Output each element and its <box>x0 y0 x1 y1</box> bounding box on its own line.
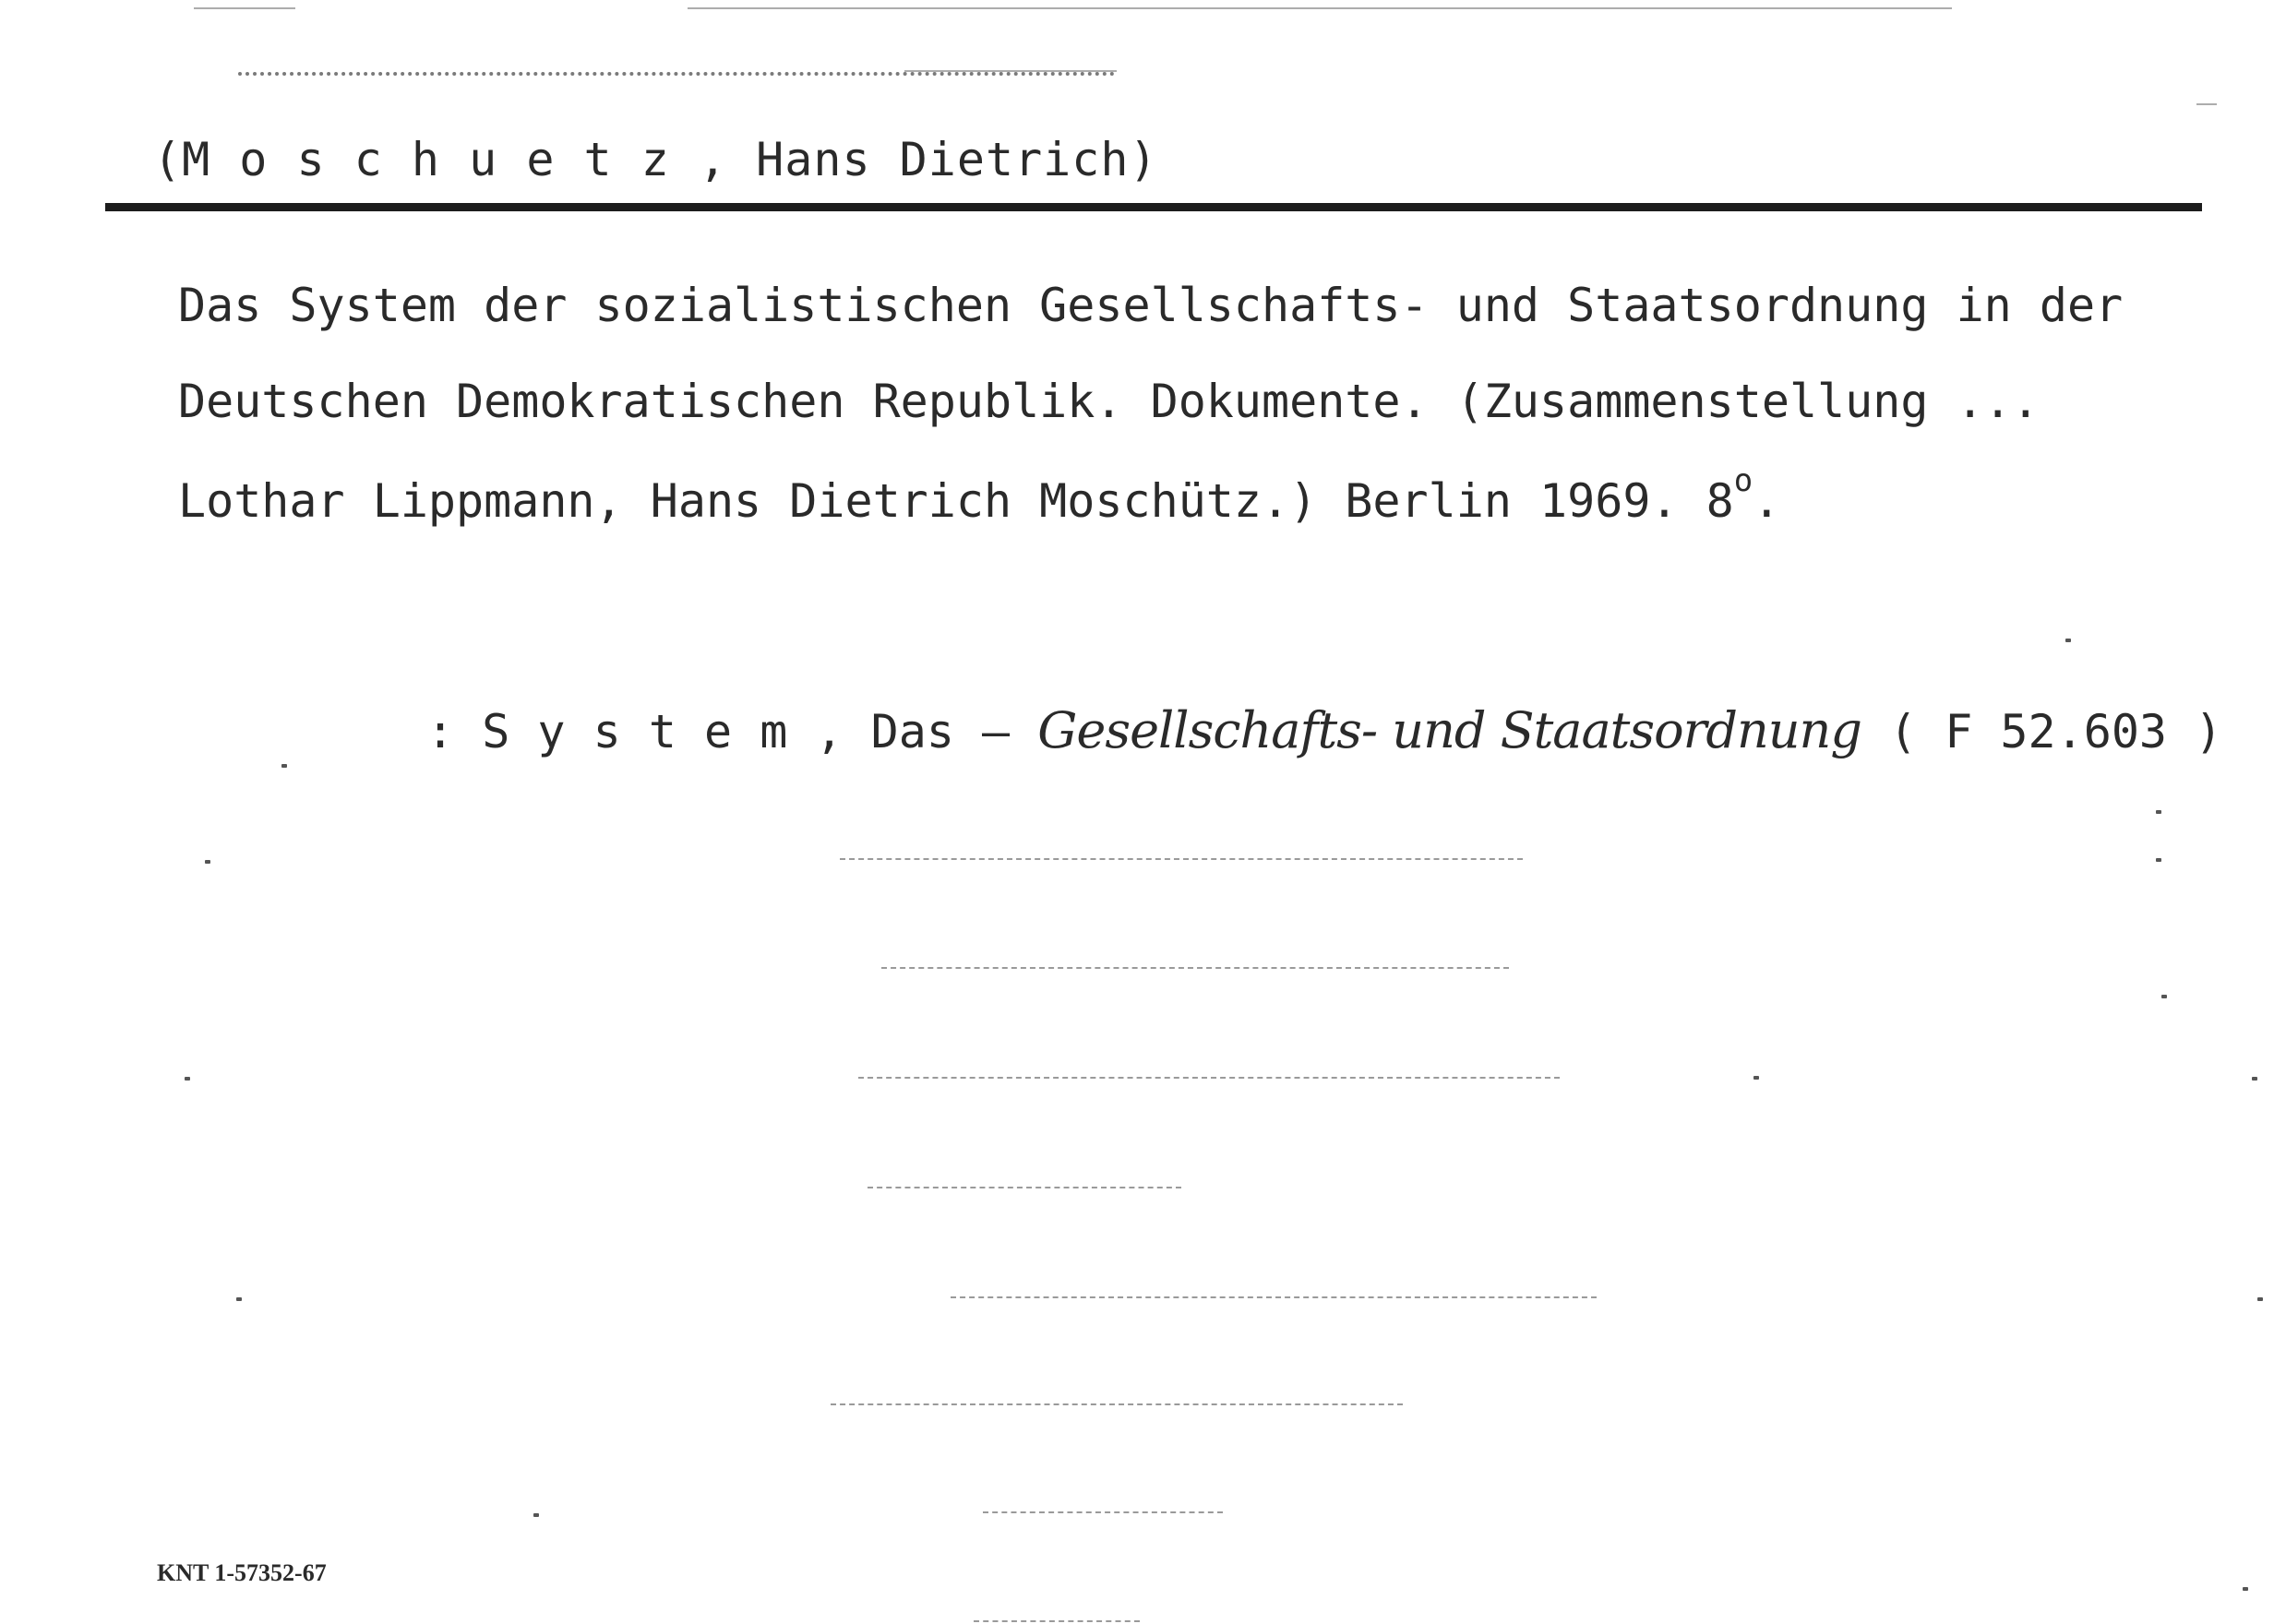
speck <box>1753 1076 1759 1080</box>
speck <box>2065 639 2071 642</box>
speck <box>2252 1077 2257 1081</box>
speck <box>2156 810 2161 814</box>
speck <box>205 860 210 864</box>
blank-ruling-line <box>974 1620 1140 1624</box>
blank-ruling-line <box>881 967 1509 971</box>
speck <box>2243 1587 2248 1591</box>
blank-ruling-line <box>983 1511 1223 1515</box>
title-line-2: Deutschen Demokratischen Republik. Dokumente. (Zusammenstellung ... <box>178 375 2040 428</box>
imprint-text: Lothar Lippmann, Hans Dietrich Moschütz.) Berlin 1969. 8 <box>178 474 1734 528</box>
subject-line <box>426 694 2222 769</box>
speck <box>2156 858 2161 862</box>
shelfmark: ( F 52.603 ) <box>1861 705 2223 758</box>
speck <box>2161 995 2167 998</box>
printer-imprint: KNT 1-57352-67 <box>157 1559 327 1586</box>
blank-ruling-line <box>951 1296 1597 1300</box>
speck <box>281 764 287 768</box>
scan-artifact-line <box>2196 103 2217 105</box>
heading-rule <box>105 203 2202 211</box>
blank-ruling-line <box>831 1403 1403 1407</box>
format-degree: o <box>1733 462 1753 499</box>
subject-typed: : S y s t e m , Das – <box>426 705 1038 758</box>
faded-text-line <box>238 72 1115 78</box>
blank-ruling-line <box>868 1187 1181 1190</box>
format-period: . <box>1753 474 1781 528</box>
title-line-1: Das System der sozialistischen Gesellschafts- und Staatsordnung in der <box>178 279 2124 332</box>
title-line-3 <box>178 462 1781 533</box>
speck <box>236 1297 242 1301</box>
author-heading: (M o s c h u e t z , Hans Dietrich) <box>153 133 1158 186</box>
blank-ruling-line <box>840 858 1523 862</box>
blank-ruling-line <box>858 1077 1560 1081</box>
speck <box>185 1077 190 1081</box>
scan-artifact-line <box>688 7 1952 9</box>
scan-artifact-line <box>194 7 295 9</box>
speck <box>2257 1297 2263 1301</box>
subject-handwritten: Gesellschafts- und Staatsordnung <box>1037 701 1861 759</box>
speck <box>533 1513 539 1517</box>
